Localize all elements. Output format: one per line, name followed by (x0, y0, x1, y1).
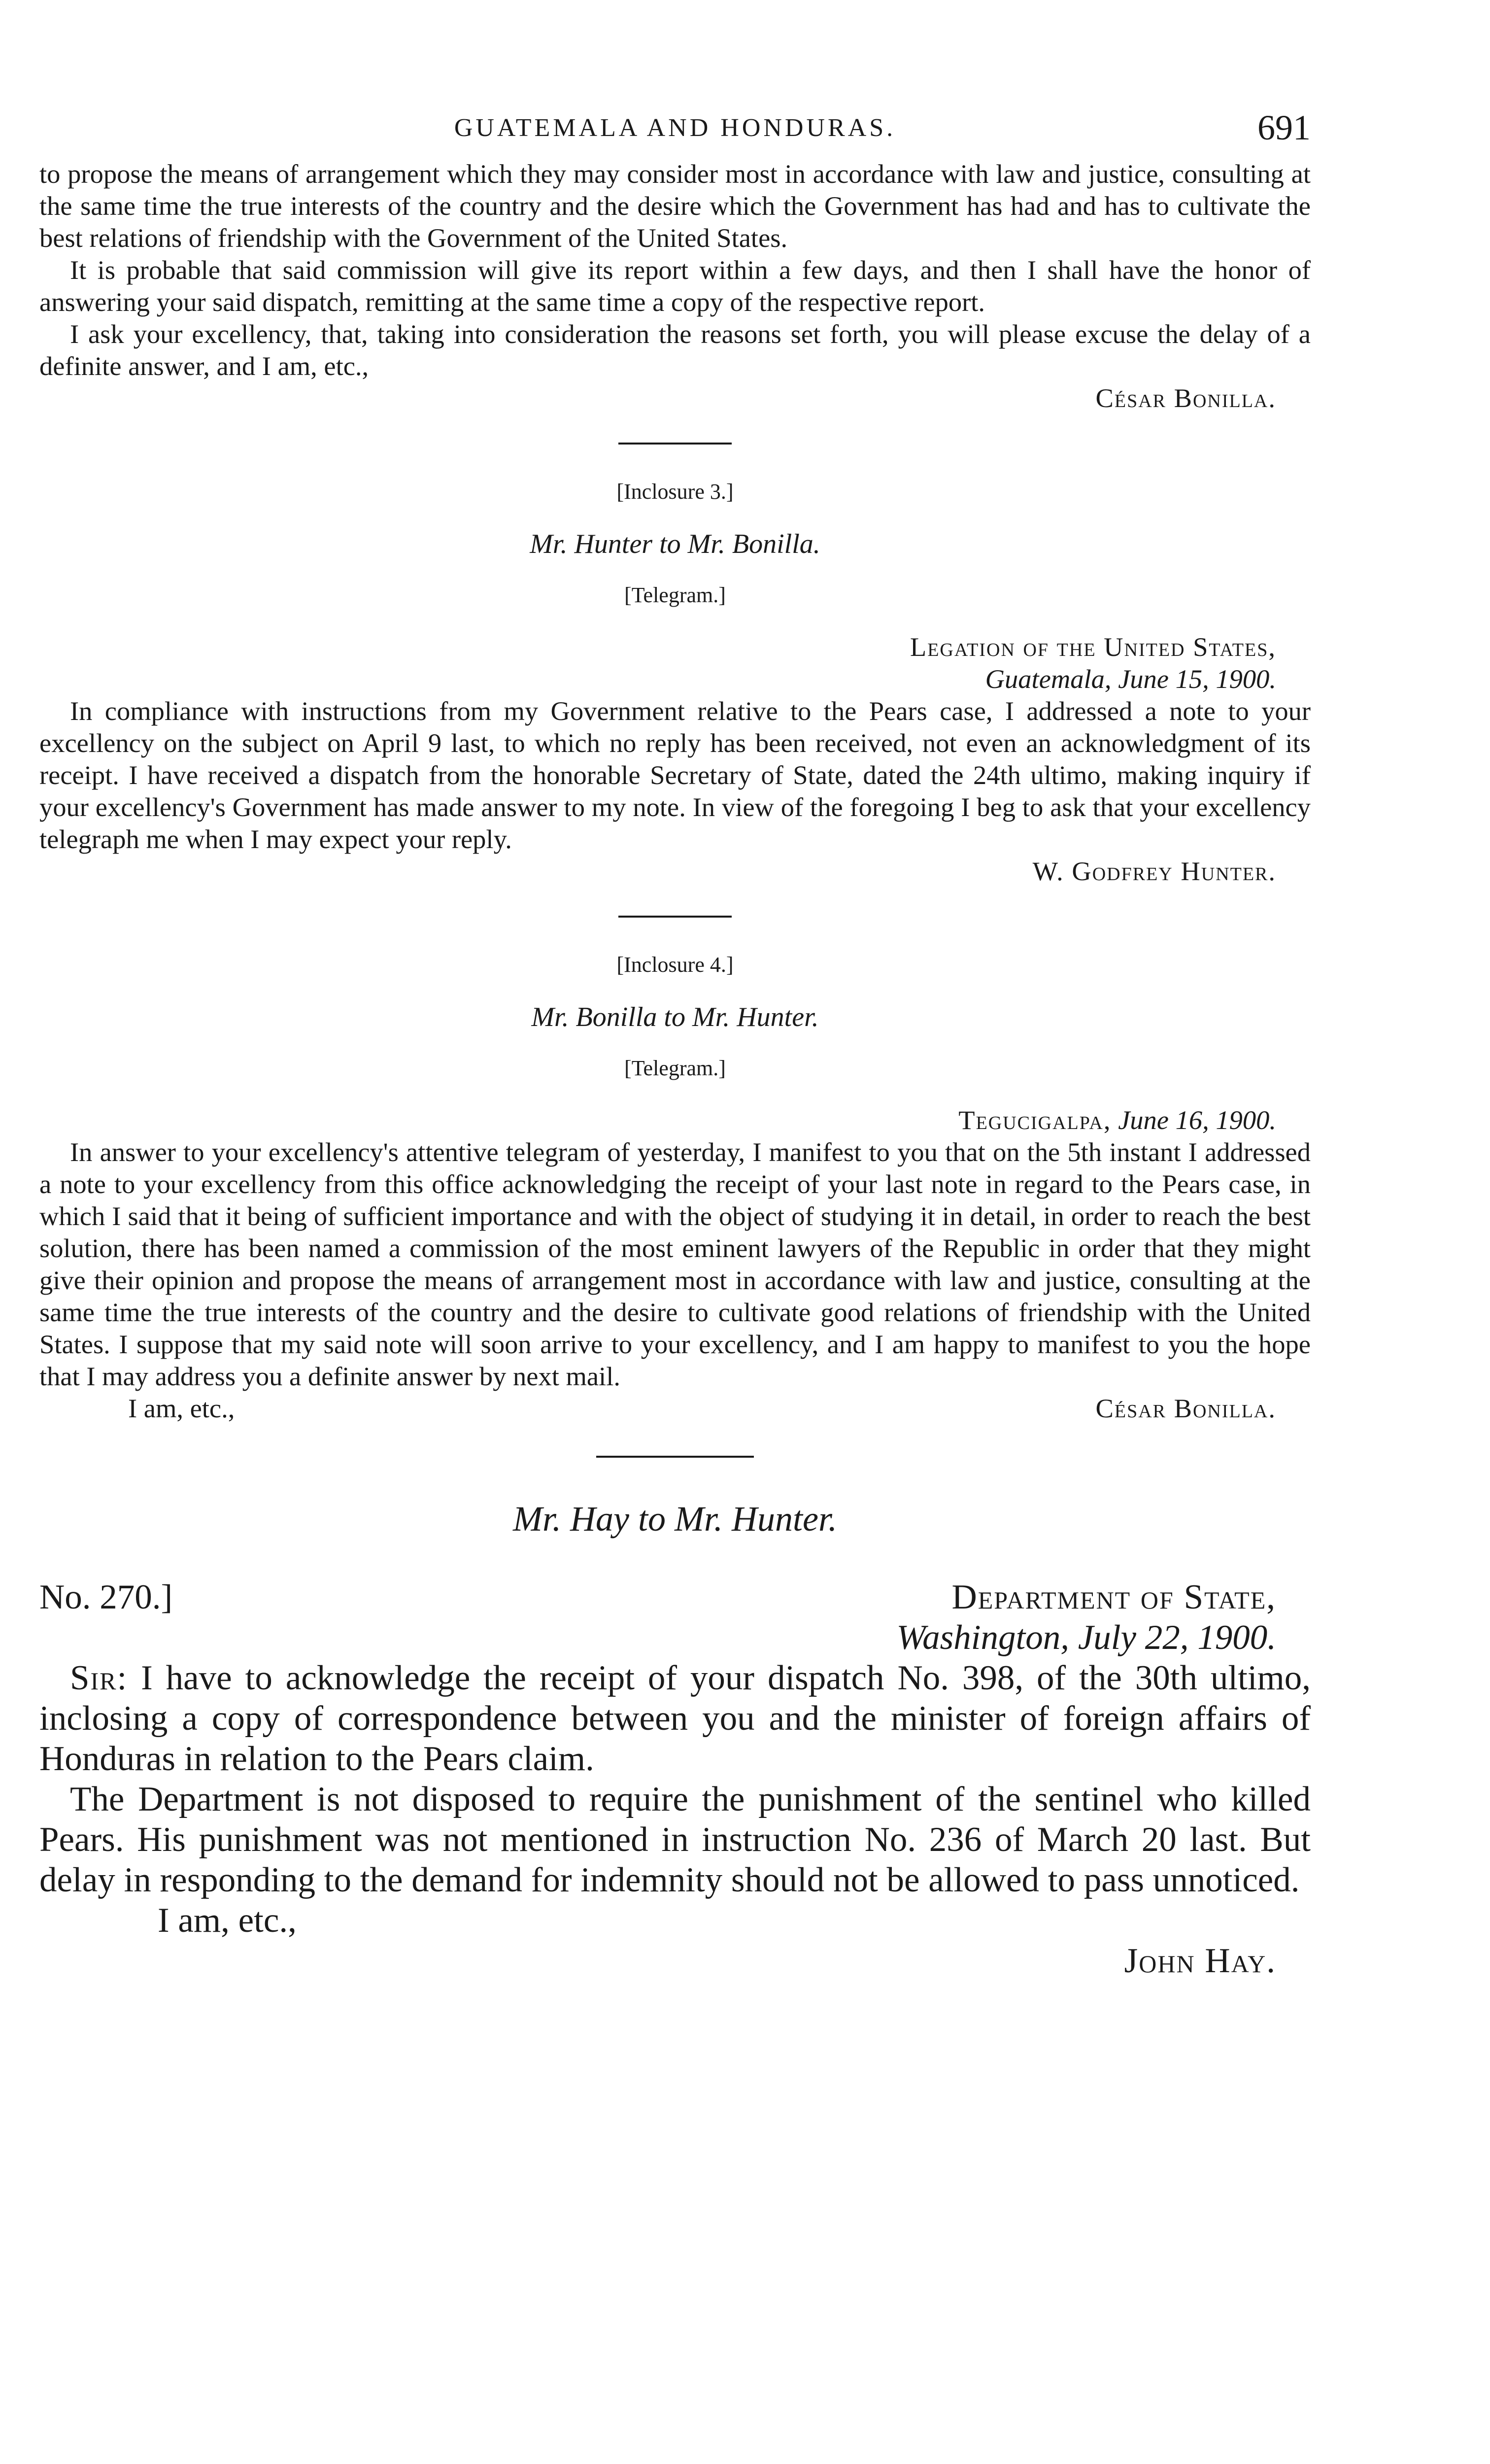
intro-paragraph-1: to propose the means of arrangement which they may consider most in accordance with law and justice, consulting at the same time the true interests of the country and the desire which the Government has had and has to cultivate the best relations of friendship with the Government of the United States. (39, 159, 1311, 253)
running-head (39, 103, 1311, 158)
hay-letter-paragraph-2: The Department is not disposed to require the punishment of the sentinel who killed Pears. His punishment was not mentioned in instruction No. 236 of March 20 last. But delay in responding to the demand for indemnity should not be allowed to pass unnoticed. (39, 1780, 1311, 1899)
hay-letter-paragraph-1-text: I have to acknowledge the receipt of your dispatch No. 398, of the 30th ultimo, inclosing a copy of correspondence between you and the minister of foreign affairs of Honduras in relation to the Pears claim. (39, 1659, 1311, 1778)
intro-paragraph-3: I ask your excellency, that, taking into consideration the reasons set forth, you will please excuse the delay of a definite answer, and I am, etc., (39, 319, 1311, 381)
inclosure-4-signature: César Bonilla. (1095, 1393, 1276, 1423)
inclosure-3-place-line-2: Guatemala, June 15, 1900. (985, 664, 1276, 694)
inclosure-4-label: [Inclosure 4.] (616, 953, 734, 977)
inclosure-3 (39, 479, 1311, 887)
inclosure-4-place-date: June 16, 1900. (1118, 1105, 1276, 1135)
section-divider (618, 443, 732, 445)
inclosure-4-closing: I am, etc., (128, 1393, 235, 1423)
hay-letter-closing: I am, etc., (158, 1901, 297, 1940)
inclosure-4-body: In answer to your excellency's attentive telegram of yesterday, I manifest to you that on the 5th instant I addressed a note to your excellency from this office acknowledging the receipt of your last note in regard to the Pears case, in which I said that it being of sufficient importance and with the object of studying it in detail, in order to reach the best solution, there has been named a commission of the most eminent lawyers of the Republic in order that they might give their opinion and propose the means of arrangement most in accordance with law and justice, consulting at the same time the true interests of the country and the desire to cultivate good relations of friendship with the United States. I suppose that my said note will soon arrive to your excellency, and I am happy to manifest to you the hope that I may address you a definite answer by next mail. (39, 1137, 1311, 1391)
hay-letter-place-line-2: Washington, July 22, 1900. (896, 1618, 1276, 1657)
section-divider (596, 1456, 754, 1458)
inclosure-4-title: Mr. Bonilla to Mr. Hunter. (531, 1002, 819, 1032)
section-divider (618, 916, 732, 918)
hay-letter-signature: John Hay. (1124, 1942, 1276, 1980)
inclosure-3-place-line-1: Legation of the United States, (910, 632, 1276, 662)
hay-letter-place (897, 1577, 1311, 1658)
document-page (39, 103, 1311, 1981)
inclosure-3-title: Mr. Hunter to Mr. Bonilla. (530, 529, 820, 559)
hay-letter-paragraph-1 (39, 1658, 1311, 1779)
hay-letter-salutation: Sir: (70, 1659, 128, 1697)
hay-letter-heading (39, 1577, 1311, 1658)
intro-letter-continuation (39, 158, 1311, 414)
inclosure-4 (39, 952, 1311, 1424)
inclosure-4-closing-row (39, 1392, 1311, 1424)
running-title: GUATEMALA AND HONDURAS. (454, 114, 896, 142)
intro-signature: César Bonilla. (1095, 383, 1276, 413)
page-number: 691 (1257, 108, 1311, 147)
hay-letter (39, 1498, 1311, 1981)
hay-letter-number: No. 270.] (39, 1578, 173, 1616)
inclosure-3-label: [Inclosure 3.] (616, 479, 734, 504)
inclosure-3-signature: W. Godfrey Hunter. (1032, 856, 1276, 886)
hay-letter-place-line-1: Department of State, (951, 1578, 1276, 1616)
inclosure-3-telegram-label: [Telegram.] (624, 583, 726, 607)
inclosure-4-telegram-label: [Telegram.] (624, 1056, 726, 1080)
hay-letter-title: Mr. Hay to Mr. Hunter. (513, 1499, 837, 1539)
intro-paragraph-2: It is probable that said commission will give its report within a few days, and then I shall have the honor of answering your said dispatch, remitting at the same time a copy of the respective report. (39, 255, 1311, 317)
inclosure-4-place-city: Tegucigalpa, (958, 1105, 1112, 1135)
inclosure-4-place (39, 1104, 1311, 1136)
inclosure-3-body: In compliance with instructions from my Government relative to the Pears case, I addressed a note to your excellency on the subject on April 9 last, to which no reply has been received, not even an acknowledgment of its receipt. I have received a dispatch from the honorable Secretary of State, dated the 24th ultimo, making inquiry if your excellency's Government has made answer to my note. In view of the foregoing I beg to ask that your excellency telegraph me when I may expect your reply. (39, 696, 1311, 854)
